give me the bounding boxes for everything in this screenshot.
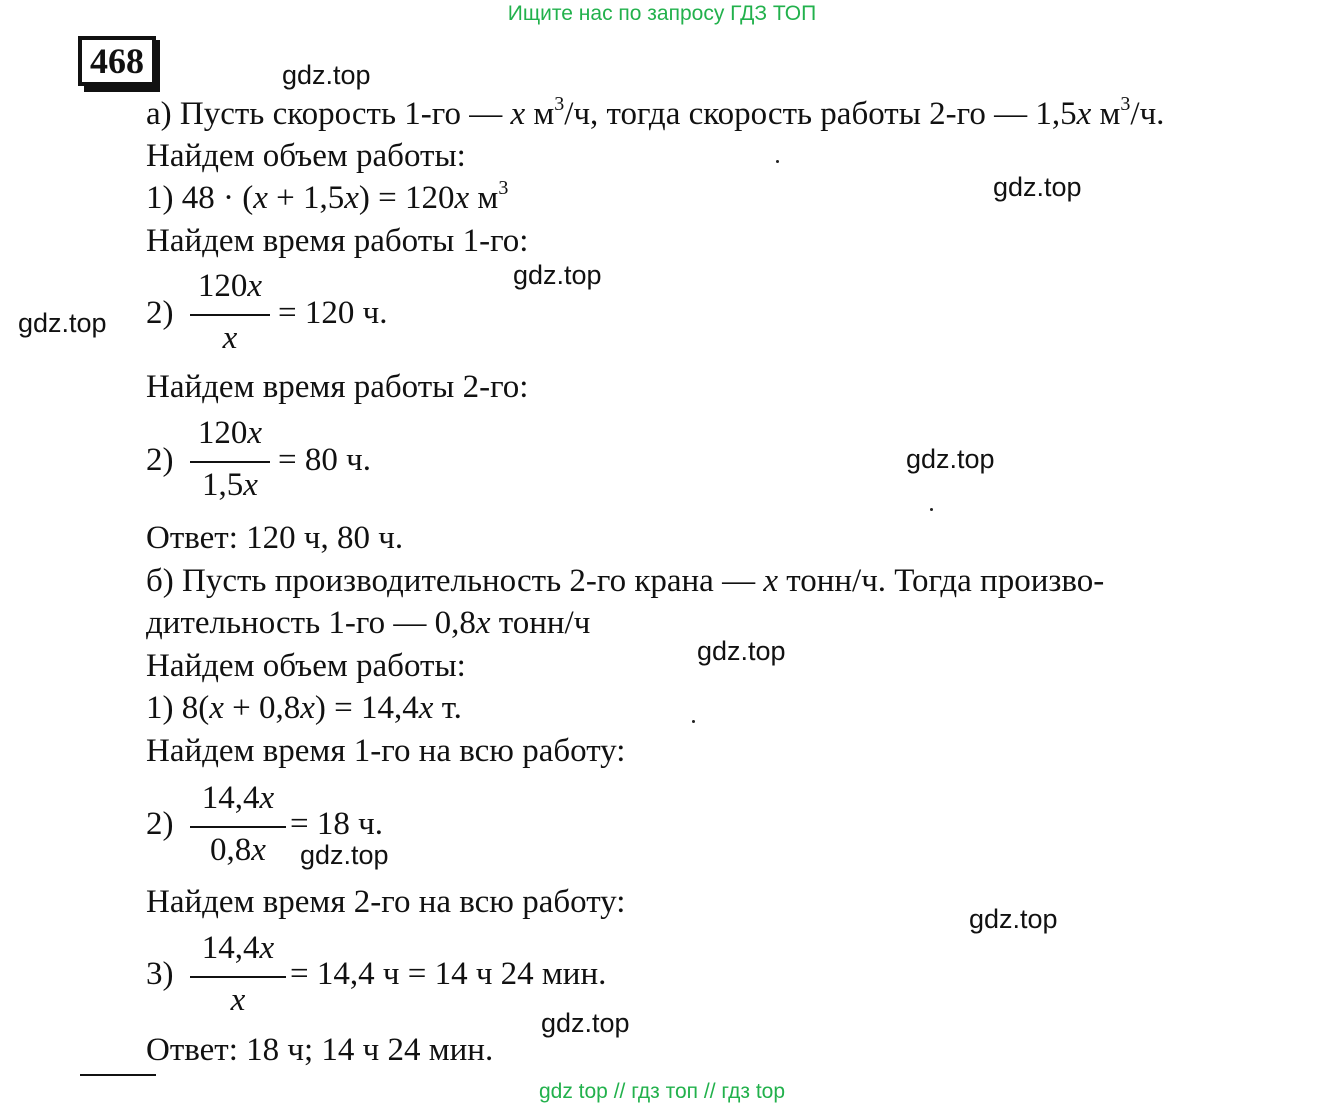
part-a-step-3-label: 2) [146,442,174,478]
part-b-find-time-1: Найдем время 1-го на всю работу: [146,733,626,769]
part-a-find-time-1: Найдем время работы 1-го: [146,223,529,259]
part-a-find-volume: Найдем объем работы: [146,138,466,174]
part-a-fraction-2 [190,415,270,505]
part-a-step-1: 1) 48 · (x + 1,5x) = 120x $м^3$ [146,177,509,216]
part-b-step-2-label: 2) [146,806,174,842]
scan-speck [930,508,933,511]
watermark: gdz.top [906,444,995,474]
part-a-step-3-result: = 80 ч. [278,442,371,478]
watermark: gdz.top [541,1008,630,1038]
part-a-step-2-label: 2) [146,295,174,331]
part-a-find-time-2: Найдем время работы 2-го: [146,369,529,405]
fraction-numerator: 120x [197,415,263,451]
scan-speck [692,720,695,723]
watermark: gdz.top [513,260,602,290]
watermark: gdz.top [969,904,1058,934]
fraction-numerator: 14,4x [201,780,275,816]
fraction-bar [190,461,270,463]
part-a-answer: Ответ: 120 ч, 80 ч. [146,520,404,556]
fraction-denominator: 1,5x [202,467,258,503]
fraction-bar [190,314,270,316]
watermark: gdz.top [993,172,1082,202]
scan-speck [776,160,779,163]
watermark: gdz.top [697,636,786,666]
part-b-step-1: 1) 8(x + 0,8x) = 14,4x т. [146,690,462,726]
part-b-fraction-2 [190,930,286,1020]
promo-text: Ищите нас по запросу ГДЗ ТОП [507,2,817,25]
fraction-bar [190,976,286,978]
part-a-step-2-result: = 120 ч. [278,295,388,331]
part-b-step-3-label: 3) [146,956,174,992]
watermark: gdz.top [300,840,389,870]
part-b-step-3-result: = 14,4 ч = 14 ч 24 мин. [290,956,607,992]
fraction-denominator: x [222,320,238,356]
part-a-intro: а) Пусть скорость 1-го — x $м^3/ч$, тогда скорость работы 2-го — 1,5x $м^3/ч$. [146,93,1165,132]
part-b-find-time-2: Найдем время 2-го на всю работу: [146,884,626,920]
part-b-step-2-result: = 18 ч. [290,806,383,842]
part-a-fraction-1 [190,268,270,358]
watermark: gdz.top [18,308,107,338]
part-b-find-volume: Найдем объем работы: [146,648,466,684]
watermark: gdz.top [282,60,371,90]
fraction-numerator: 14,4x [201,930,275,966]
footnote-rule [80,1074,156,1076]
part-b-answer: Ответ: 18 ч; 14 ч 24 мин. [146,1032,494,1068]
part-b-intro-line-1: б) Пусть производительность 2-го крана — x тонн/ч. Тогда произво- [146,563,1105,599]
task-number: 468 [78,36,156,86]
fraction-bar [190,826,286,828]
footer-links[interactable]: gdz top // гдз топ // гдз top [538,1080,786,1103]
part-b-intro-line-2: дительность 1-го — 0,8x тонн/ч [146,605,591,641]
fraction-denominator: x [230,982,246,1018]
fraction-denominator: 0,8x [210,832,266,868]
part-b-fraction-1 [190,780,286,870]
fraction-numerator: 120x [197,268,263,304]
